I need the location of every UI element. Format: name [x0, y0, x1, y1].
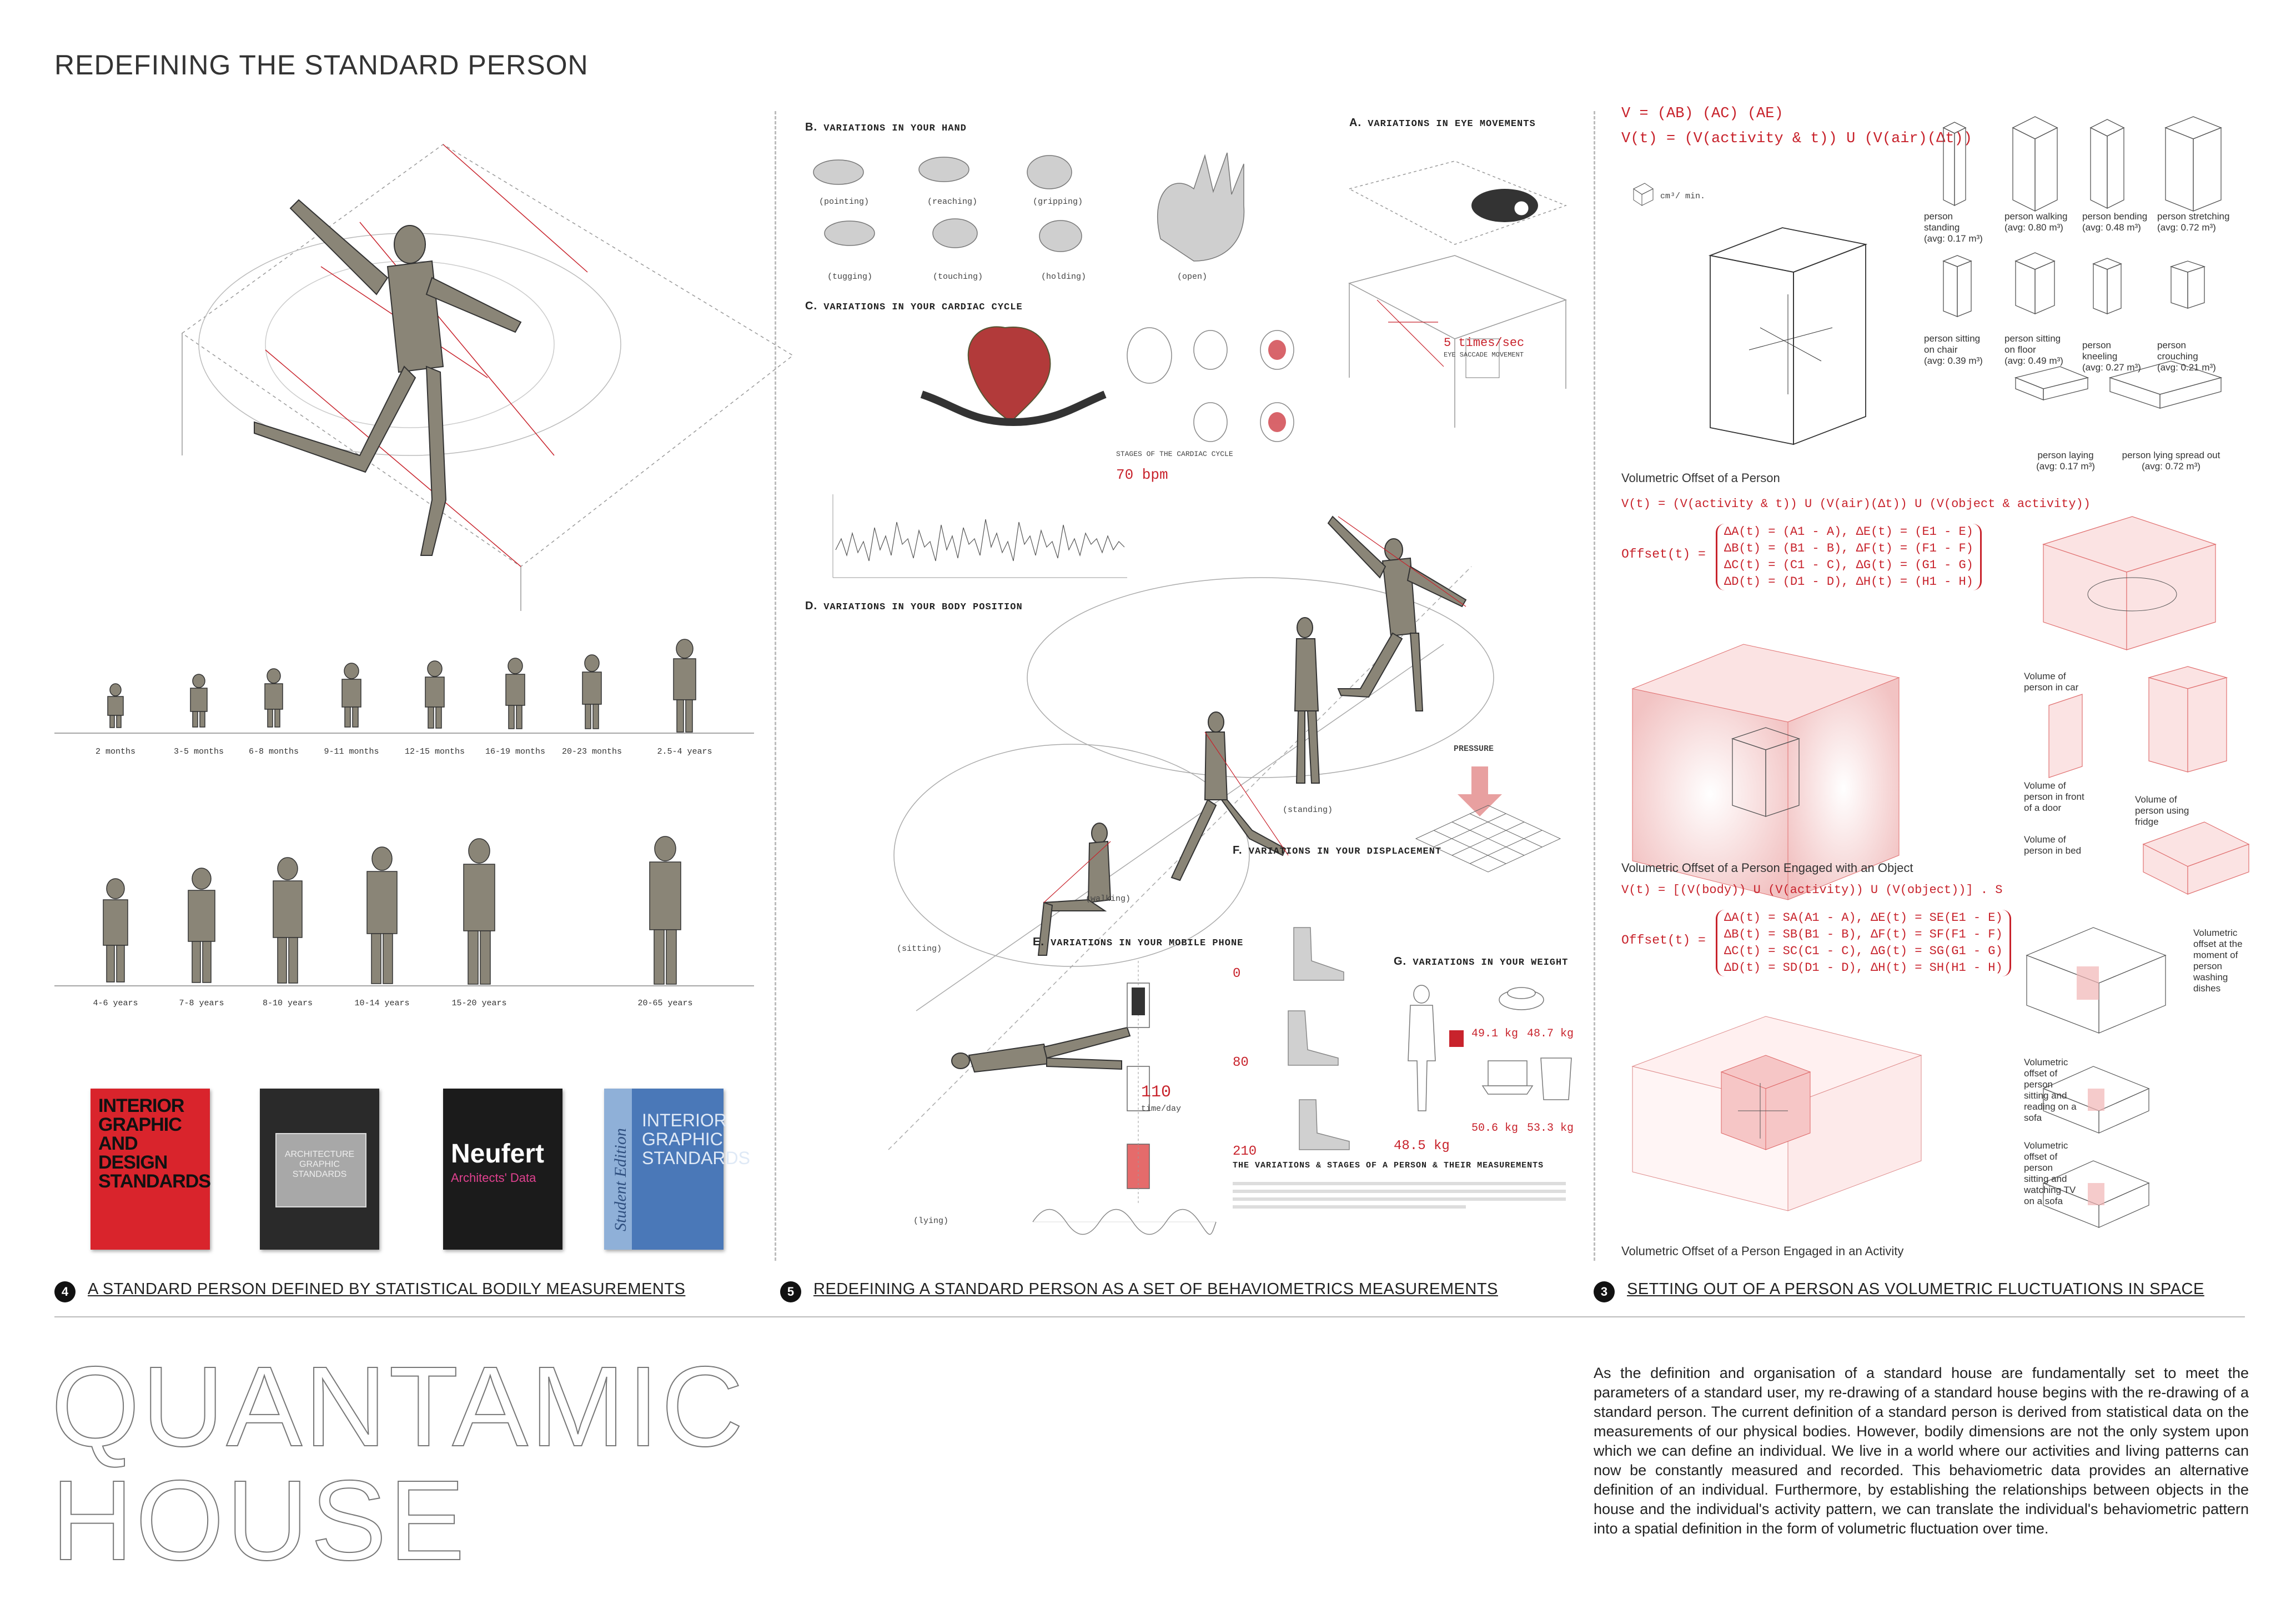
posture-label: person laying (avg: 0.17 m³): [2036, 450, 2095, 472]
section-e-title: E. VARIATIONS IN YOUR MOBILE PHONE: [1033, 936, 1244, 949]
age-label: 3-5 months: [173, 747, 224, 756]
book-subtitle: Architects' Data: [451, 1171, 536, 1185]
posture-label: person stretching (avg: 0.72 m³): [2157, 211, 2230, 233]
children-row-2: [54, 811, 754, 1022]
footer-section-3: [1594, 1280, 2204, 1302]
hand-label: (reaching): [927, 197, 978, 207]
pressure-label: PRESSURE: [1454, 744, 1494, 754]
section-number-badge: 4: [54, 1281, 76, 1302]
age-label: 2 months: [95, 747, 135, 756]
age-label: 15-20 years: [451, 999, 507, 1008]
formula-object: V(t) = (V(activity & t)) U (V(air)(Δt)) U (V(object & activity)): [1621, 497, 2091, 511]
phone-average-unit: time/day: [1141, 1104, 1182, 1114]
age-label: 7-8 years: [179, 999, 224, 1008]
book-title: ARCHITECTURE GRAPHIC STANDARDS: [284, 1150, 355, 1179]
panel-standard-person: [54, 111, 765, 1255]
weight-main-value: 48.5 kg: [1394, 1139, 1450, 1154]
offset-label-2: Offset(t) =: [1621, 933, 1706, 948]
activity-label: Volumetric offset at the moment of person washing dishes: [2193, 928, 2243, 994]
hand-label: (gripping): [1033, 197, 1083, 207]
feet-drawing: [1277, 916, 1360, 1155]
age-label: 10-14 years: [354, 999, 410, 1008]
object-label: Volume of person in car: [2024, 671, 2079, 693]
displacement-value: 80: [1233, 1055, 1249, 1070]
project-title-line-1: QUANTAMIC: [51, 1343, 746, 1470]
eye-tracking-drawing: [1344, 156, 1577, 433]
age-label: 6-8 months: [248, 747, 299, 756]
heart-rate-value: 70 bpm: [1116, 467, 1168, 483]
heart-cycle-caption: STAGES OF THE CARDIAC CYCLE: [1116, 450, 1233, 458]
section-c-title: C. VARIATIONS IN YOUR CARDIAC CYCLE: [805, 300, 1023, 313]
age-label: 12-15 months: [404, 747, 465, 756]
hand-label: (pointing): [819, 197, 870, 207]
section-b-title: B. VARIATIONS IN YOUR HAND: [805, 121, 967, 134]
hand-label: (open): [1177, 272, 1208, 282]
formula-activity: V(t) = [(V(body)) U (V(activity)) U (V(object))] . S: [1621, 883, 2003, 897]
divider-left: [775, 111, 776, 1261]
body-position-label: (sitting): [897, 944, 942, 954]
age-label: 20-23 months: [561, 747, 622, 756]
hand-label: (holding): [1041, 272, 1087, 282]
offset-equations-1: ΔA(t) = (A1 - A), ΔE(t) = (E1 - E) ΔB(t) = (B1 - B), ΔF(t) = (F1 - F) ΔC(t) = (C1 - C), ΔG(t) = (G1 - G) ΔD(t) = (D1 - D), ΔH(t) = (H1 - H): [1716, 524, 1982, 590]
age-label: 16-19 months: [485, 747, 546, 756]
posture-label: person crouching (avg: 0.21 m³): [2157, 340, 2216, 373]
person-volume-cube: [1705, 183, 1871, 461]
project-description: As the definition and organisation of a standard house are fundamentally set to meet the parameters of a standard user, my re-drawing of a standard house begins with the re-drawing of a standard person. The current definition of a standard person is derived from statistical data on the measurements of our physical bodies. However, bodily dimensions are not the only system upon which we can define an individual. We live in a world where our activities and living patterns can now be constantly measured and recorded. This behaviometric data provides an alternative definition of an individual. Furthermore, by establishing the relationships between objects in the house and the individual's activity pattern, we can translate the individual's behaviometric pattern into a spatial definition in the form of volumetric fluctuation over time.: [1594, 1365, 2249, 1537]
posture-label: person bending (avg: 0.48 m³): [2082, 211, 2148, 233]
weight-item-value: 50.6 kg: [1471, 1122, 1519, 1135]
displacement-value: 0: [1233, 966, 1241, 981]
weight-drawing: [1394, 978, 1577, 1133]
weight-item-value: 48.7 kg: [1527, 1027, 1574, 1040]
section-number-badge: 5: [780, 1281, 801, 1302]
posture-label: person kneeling (avg: 0.27 m³): [2082, 340, 2141, 373]
formula-volume: V = (AB) (AC) (AE): [1621, 106, 1783, 122]
posture-label: person walking (avg: 0.80 m³): [2004, 211, 2068, 233]
section-a-title: A. VARIATIONS IN EYE MOVEMENTS: [1349, 117, 1536, 129]
book-cover-interior-graphic: [91, 1089, 210, 1250]
project-title: [51, 1343, 746, 1584]
children-row-1: [54, 622, 754, 778]
object-label: Volume of person using fridge: [2135, 794, 2189, 827]
activity-label: Volumetric offset of person sitting and watching TV on a sofa: [2024, 1140, 2076, 1206]
weight-item-value: 53.3 kg: [1527, 1122, 1574, 1135]
footer-rule: [54, 1316, 2245, 1317]
section-d-title: D. VARIATIONS IN YOUR BODY POSITION: [805, 600, 1023, 613]
page-title: REDEFINING THE STANDARD PERSON: [54, 49, 589, 81]
caption-activity: Volumetric Offset of a Person Engaged in an Activity: [1621, 1244, 1904, 1258]
weight-item-value: 49.1 kg: [1471, 1027, 1519, 1040]
age-label: 2.5-4 years: [657, 747, 712, 756]
eye-rate-caption: EYE SACCADE MOVEMENT: [1444, 351, 1524, 359]
phone-average-value: 110: [1141, 1083, 1172, 1102]
posture-label: person standing (avg: 0.17 m³): [1924, 211, 1983, 244]
formula-volume-time: V(t) = (V(activity & t)) U (V(air)(Δt)): [1621, 131, 1972, 147]
panel-volumetric: [1621, 100, 2254, 1261]
project-title-line-2: HOUSE: [51, 1457, 468, 1584]
eye-rate-value: 5 times/sec: [1444, 336, 1525, 350]
pressure-grid-drawing: [1405, 755, 1571, 878]
hand-label: (tugging): [827, 272, 873, 282]
age-label: 4-6 years: [93, 999, 138, 1008]
offset-label-1: Offset(t) =: [1621, 547, 1706, 562]
panel-behaviometrics: [794, 111, 1582, 1255]
age-label: 9-11 months: [324, 747, 379, 756]
book-cover-architecture-graphic: [260, 1089, 379, 1250]
activity-label: Volumetric offset of person sitting and reading on a sofa: [2024, 1057, 2077, 1123]
footer-section-5: [780, 1280, 1498, 1302]
unit-cube-icon: [1628, 181, 1656, 208]
displacement-value: 210: [1233, 1144, 1257, 1159]
children-figures-row-2: [54, 811, 754, 994]
posture-label: person sitting on floor (avg: 0.49 m³): [2004, 333, 2063, 366]
book-title: INTERIOR GRAPHIC STANDARDS: [642, 1110, 750, 1168]
phone-usage-wave-chart: [1033, 1200, 1216, 1244]
caption-object: Volumetric Offset of a Person Engaged with an Object: [1621, 861, 1913, 875]
section-number-badge: 3: [1594, 1281, 1615, 1302]
stages-caption: THE VARIATIONS & STAGES OF A PERSON & THEIR MEASUREMENTS: [1233, 1161, 1544, 1170]
object-label: Volume of person in bed: [2024, 834, 2082, 856]
hands-drawing: [805, 139, 1260, 283]
footer-section-label: A STANDARD PERSON DEFINED BY STATISTICAL BODILY MEASUREMENTS: [88, 1280, 686, 1298]
body-position-label: (walking): [1086, 894, 1131, 904]
isometric-figure-drawing: [99, 111, 765, 611]
footer-section-label: SETTING OUT OF A PERSON AS VOLUMETRIC FLUCTUATIONS IN SPACE: [1627, 1280, 2204, 1298]
book-title: INTERIOR GRAPHIC AND DESIGN STANDARDS: [98, 1095, 210, 1192]
object-label: Volume of person in front of a door: [2024, 780, 2084, 813]
age-label: 8-10 years: [262, 999, 313, 1008]
divider-right: [1594, 111, 1595, 1261]
footer-section-4: [54, 1280, 685, 1302]
offset-equations-2: ΔA(t) = SA(A1 - A), ΔE(t) = SE(E1 - E) ΔB(t) = SB(B1 - B), ΔF(t) = SF(F1 - F) ΔC(t) = SC(C1 - C), ΔG(t) = SG(G1 - G) ΔD(t) = SD(D1 - D), ΔH(t) = SH(H1 - H): [1716, 910, 2011, 976]
age-label: 20-65 years: [637, 999, 693, 1008]
body-position-label: (standing): [1283, 805, 1333, 815]
book-subtitle: Student Edition: [611, 1128, 630, 1231]
footer-section-label: REDEFINING A STANDARD PERSON AS A SET OF BEHAVIOMETRICS MEASUREMENTS: [813, 1280, 1498, 1298]
hand-label: (touching): [933, 272, 983, 282]
stages-body-text-placeholder: [1233, 1177, 1566, 1213]
section-f-title: F. VARIATIONS IN YOUR DISPLACEMENT: [1233, 844, 1442, 857]
unit-label: cm³/ min.: [1660, 192, 1706, 201]
body-position-label: (lying): [913, 1216, 949, 1226]
book-cover-neufert: [443, 1089, 562, 1250]
posture-volume-boxes: [1932, 106, 2243, 461]
section-g-title: G. VARIATIONS IN YOUR WEIGHT: [1394, 955, 1569, 968]
posture-label: person sitting on chair (avg: 0.39 m³): [1924, 333, 1983, 366]
book-cover-student-edition: [604, 1089, 750, 1250]
children-figures-row-1: [54, 622, 754, 744]
book-title: Neufert: [451, 1139, 545, 1169]
posture-label: person lying spread out (avg: 0.72 m³): [2122, 450, 2220, 472]
activity-volume-cube: [1621, 983, 1932, 1216]
caption-volumetric-offset: Volumetric Offset of a Person: [1621, 471, 1780, 485]
object-scenario-drawings: [2038, 511, 2249, 944]
